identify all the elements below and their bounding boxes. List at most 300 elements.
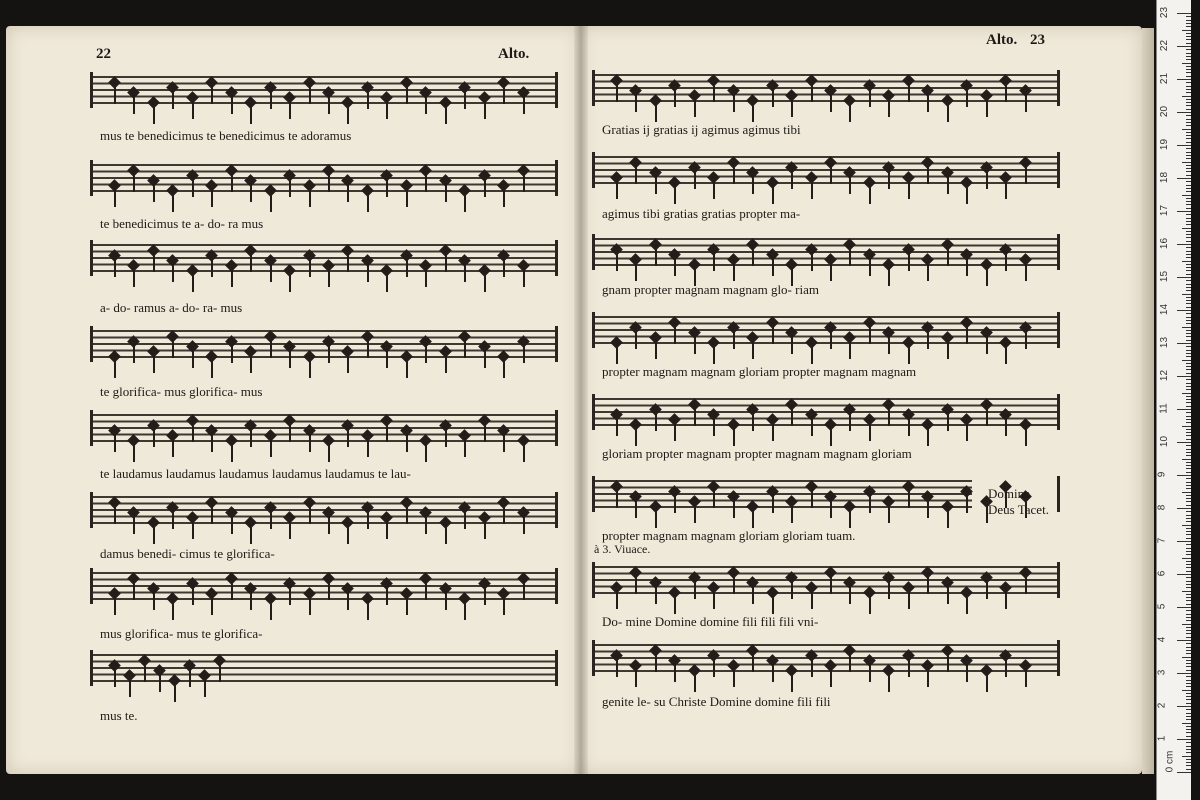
note-stem xyxy=(153,182,155,202)
note-stem xyxy=(445,524,447,544)
ruler-tick xyxy=(1186,752,1191,753)
note-stem xyxy=(270,262,272,282)
note-stem xyxy=(133,172,135,192)
note-stem xyxy=(811,251,813,271)
music-staff xyxy=(592,68,1060,108)
note-stem xyxy=(733,164,735,184)
note-stem xyxy=(192,272,194,292)
ruler-tick xyxy=(1186,66,1191,67)
ruler-tick xyxy=(1186,59,1191,60)
ruler-tick xyxy=(1186,132,1191,133)
ruler-tick xyxy=(1182,690,1191,691)
note-stem xyxy=(1025,426,1027,446)
ruler-tick xyxy=(1186,86,1191,87)
ruler-tick xyxy=(1186,762,1191,763)
ruler-tick xyxy=(1186,759,1191,760)
note-stem xyxy=(927,92,929,112)
note-stem xyxy=(849,508,851,528)
note-stem xyxy=(635,498,637,518)
ruler-tick xyxy=(1186,406,1191,407)
ruler-number: 21 xyxy=(1159,72,1171,85)
ruler-tick xyxy=(1186,72,1191,73)
note-stem xyxy=(1005,416,1007,436)
note-stem xyxy=(869,662,871,682)
ruler-number: 8 xyxy=(1156,504,1168,511)
note-stem xyxy=(791,672,793,692)
note-stem xyxy=(888,579,890,599)
note-stem xyxy=(309,595,311,615)
note-stem xyxy=(811,416,813,436)
note-stem xyxy=(133,267,135,287)
ruler-tick xyxy=(1186,396,1191,397)
ruler-tick xyxy=(1186,122,1191,123)
bar-line xyxy=(90,650,93,686)
ruler-tick xyxy=(1186,389,1191,390)
ruler-tick xyxy=(1186,231,1191,232)
note-stem xyxy=(189,667,191,687)
note-stem xyxy=(484,519,486,539)
ruler-tick xyxy=(1186,627,1191,628)
ruler-tick xyxy=(1186,561,1191,562)
note-stem xyxy=(966,421,968,441)
ruler-tick xyxy=(1182,492,1191,493)
ruler-tick xyxy=(1177,772,1191,773)
ruler-number: 16 xyxy=(1159,237,1171,250)
note-stem xyxy=(523,442,525,462)
ruler-tick xyxy=(1186,643,1191,644)
music-staff xyxy=(90,324,558,364)
ruler-tick xyxy=(1186,99,1191,100)
ruler-tick xyxy=(1182,261,1191,262)
note-stem xyxy=(367,437,369,457)
note-stem xyxy=(133,94,135,114)
note-stem xyxy=(367,262,369,282)
note-stem xyxy=(966,662,968,682)
ruler-tick xyxy=(1186,320,1191,321)
note-stem xyxy=(484,585,486,605)
ruler-tick xyxy=(1186,455,1191,456)
ruler-tick xyxy=(1186,594,1191,595)
note-stem xyxy=(425,343,427,363)
ruler-tick xyxy=(1186,383,1191,384)
ruler-tick xyxy=(1186,290,1191,291)
note-stem xyxy=(309,432,311,452)
ruler-tick xyxy=(1186,683,1191,684)
ruler-tick xyxy=(1186,709,1191,710)
ruler-tick xyxy=(1186,604,1191,605)
ruler-tick xyxy=(1186,696,1191,697)
ruler-tick xyxy=(1186,769,1191,770)
lyric-line: damus benedi- cimus te glorifica- xyxy=(100,546,275,561)
ruler-tick xyxy=(1182,327,1191,328)
note-stem xyxy=(250,590,252,610)
measurement-ruler xyxy=(1156,0,1191,800)
music-staff xyxy=(90,490,558,530)
note-stem xyxy=(328,442,330,462)
note-stem xyxy=(772,87,774,107)
note-stem xyxy=(655,102,657,122)
ruler-number: 1 xyxy=(1156,735,1168,742)
note-stem xyxy=(231,343,233,363)
note-stem xyxy=(1005,589,1007,609)
note-stem xyxy=(811,657,813,677)
note-stem xyxy=(211,504,213,524)
note-stem xyxy=(503,257,505,277)
bar-line xyxy=(592,640,595,676)
ruler-tick xyxy=(1186,587,1191,588)
note-stem xyxy=(114,432,116,452)
note-stem xyxy=(986,97,988,117)
ruler-tick xyxy=(1177,343,1191,344)
ruler-tick xyxy=(1186,663,1191,664)
note-stem xyxy=(289,272,291,292)
note-stem xyxy=(791,503,793,523)
note-stem xyxy=(1025,164,1027,184)
ruler-tick xyxy=(1186,336,1191,337)
note-stem xyxy=(192,519,194,539)
ruler-tick xyxy=(1177,706,1191,707)
ruler-tick xyxy=(1186,89,1191,90)
ruler-tick xyxy=(1186,736,1191,737)
note-stem xyxy=(328,267,330,287)
note-stem xyxy=(211,257,213,277)
note-stem xyxy=(733,92,735,112)
ruler-tick xyxy=(1186,280,1191,281)
music-staff xyxy=(592,392,1060,432)
ruler-tick xyxy=(1177,475,1191,476)
note-stem xyxy=(947,508,949,528)
ruler-tick xyxy=(1177,673,1191,674)
note-stem xyxy=(752,652,754,672)
note-stem xyxy=(133,514,135,534)
note-stem xyxy=(635,164,637,184)
bar-line xyxy=(1057,70,1060,106)
note-stem xyxy=(733,426,735,446)
ruler-tick xyxy=(1182,657,1191,658)
ruler-tick xyxy=(1186,713,1191,714)
bar-line xyxy=(592,312,595,348)
ruler-tick xyxy=(1186,518,1191,519)
note-stem xyxy=(425,580,427,600)
lyric-line: te laudamus laudamus laudamus laudamus laudamus te lau- xyxy=(100,466,411,481)
ruler-tick xyxy=(1186,699,1191,700)
ruler-tick xyxy=(1186,379,1191,380)
note-stem xyxy=(1005,179,1007,199)
ruler-tick xyxy=(1186,670,1191,671)
ruler-tick xyxy=(1186,297,1191,298)
note-stem xyxy=(172,600,174,620)
ruler-tick xyxy=(1182,525,1191,526)
note-stem xyxy=(133,442,135,462)
note-stem xyxy=(752,174,754,194)
ruler-tick xyxy=(1182,558,1191,559)
note-stem xyxy=(752,246,754,266)
ruler-number: 22 xyxy=(1159,39,1171,52)
note-stem xyxy=(347,104,349,124)
note-stem xyxy=(908,589,910,609)
bar-line xyxy=(592,476,595,512)
ruler-number: 3 xyxy=(1156,669,1168,676)
ruler-number: 13 xyxy=(1159,336,1171,349)
bar-line xyxy=(1057,562,1060,598)
ruler-tick xyxy=(1186,435,1191,436)
ruler-tick xyxy=(1186,366,1191,367)
ruler-tick xyxy=(1177,112,1191,113)
ruler-tick xyxy=(1186,726,1191,727)
ruler-tick xyxy=(1186,214,1191,215)
note-stem xyxy=(192,585,194,605)
note-stem xyxy=(309,257,311,277)
note-stem xyxy=(908,251,910,271)
ruler-tick xyxy=(1186,158,1191,159)
note-stem xyxy=(733,498,735,518)
ruler-tick xyxy=(1186,307,1191,308)
ruler-tick xyxy=(1186,729,1191,730)
bar-line xyxy=(592,562,595,598)
side-note-line1: Domine xyxy=(988,486,1030,501)
note-stem xyxy=(289,585,291,605)
ruler-tick xyxy=(1177,244,1191,245)
note-stem xyxy=(464,600,466,620)
ruler-tick xyxy=(1186,270,1191,271)
lyric-line: Do- mine Domine domine fili fili fili vni- xyxy=(602,614,819,629)
note-stem xyxy=(386,99,388,119)
ruler-tick xyxy=(1186,548,1191,549)
ruler-tick xyxy=(1186,419,1191,420)
ruler-tick xyxy=(1186,498,1191,499)
note-stem xyxy=(888,266,890,286)
note-stem xyxy=(986,406,988,426)
ruler-tick xyxy=(1186,402,1191,403)
ruler-tick xyxy=(1186,577,1191,578)
note-stem xyxy=(425,442,427,462)
note-stem xyxy=(172,262,174,282)
ruler-tick xyxy=(1186,53,1191,54)
note-stem xyxy=(830,667,832,687)
ruler-tick xyxy=(1186,531,1191,532)
ruler-tick xyxy=(1186,330,1191,331)
note-stem xyxy=(655,339,657,359)
note-stem xyxy=(328,94,330,114)
ruler-tick xyxy=(1182,624,1191,625)
note-stem xyxy=(655,411,657,431)
ruler-number: 17 xyxy=(1159,204,1171,217)
note-stem xyxy=(1025,574,1027,594)
ruler-tick xyxy=(1186,482,1191,483)
note-stem xyxy=(830,164,832,184)
note-stem xyxy=(927,667,929,687)
ruler-tick xyxy=(1186,449,1191,450)
note-stem xyxy=(616,416,618,436)
note-stem xyxy=(694,503,696,523)
ruler-tick xyxy=(1186,237,1191,238)
ruler-tick xyxy=(1186,630,1191,631)
bar-line xyxy=(1057,234,1060,270)
ruler-tick xyxy=(1186,350,1191,351)
note-stem xyxy=(869,421,871,441)
ruler-tick xyxy=(1186,363,1191,364)
note-stem xyxy=(616,657,618,677)
ruler-tick xyxy=(1186,43,1191,44)
ruler-tick xyxy=(1182,459,1191,460)
note-stem xyxy=(464,338,466,358)
ruler-tick xyxy=(1186,69,1191,70)
ruler-tick xyxy=(1186,92,1191,93)
ruler-number: 6 xyxy=(1156,570,1168,577)
note-stem xyxy=(635,426,637,446)
ruler-tick xyxy=(1186,564,1191,565)
note-stem xyxy=(616,251,618,271)
ruler-tick xyxy=(1186,155,1191,156)
note-stem xyxy=(445,590,447,610)
note-stem xyxy=(445,427,447,447)
note-stem xyxy=(674,421,676,441)
note-stem xyxy=(694,406,696,426)
note-stem xyxy=(674,87,676,107)
ruler-tick xyxy=(1177,640,1191,641)
note-stem xyxy=(713,251,715,271)
ruler-tick xyxy=(1186,56,1191,57)
ruler-tick xyxy=(1186,39,1191,40)
ruler-tick xyxy=(1186,16,1191,17)
lyric-line: gnam propter magnam magnam glo- riam xyxy=(602,282,819,297)
music-staff xyxy=(592,232,1060,272)
note-stem xyxy=(713,488,715,508)
ruler-number: 20 xyxy=(1159,105,1171,118)
side-note-line2: Deus Tacet. xyxy=(988,502,1049,517)
ruler-tick xyxy=(1186,511,1191,512)
ruler-tick xyxy=(1186,633,1191,634)
ruler-tick xyxy=(1186,485,1191,486)
note-stem xyxy=(791,579,793,599)
ruler-number: 11 xyxy=(1158,403,1170,414)
ruler-tick xyxy=(1186,742,1191,743)
ruler-tick xyxy=(1186,716,1191,717)
ruler-tick xyxy=(1186,340,1191,341)
note-stem xyxy=(129,677,131,697)
note-stem xyxy=(869,256,871,276)
note-stem xyxy=(966,594,968,614)
note-stem xyxy=(694,334,696,354)
ruler-tick xyxy=(1186,168,1191,169)
ruler-tick xyxy=(1186,749,1191,750)
note-stem xyxy=(713,82,715,102)
note-stem xyxy=(713,179,715,199)
note-stem xyxy=(888,503,890,523)
lyric-line: genite le- su Christe Domine domine fili fili xyxy=(602,694,831,709)
note-stem xyxy=(484,99,486,119)
ruler-tick xyxy=(1186,201,1191,202)
note-stem xyxy=(927,261,929,281)
ruler-tick xyxy=(1186,264,1191,265)
note-stem xyxy=(250,353,252,373)
note-stem xyxy=(523,267,525,287)
note-stem xyxy=(406,432,408,452)
note-stem xyxy=(503,84,505,104)
note-stem xyxy=(694,97,696,117)
note-stem xyxy=(849,652,851,672)
ruler-tick xyxy=(1186,119,1191,120)
note-stem xyxy=(425,267,427,287)
ruler-tick xyxy=(1186,254,1191,255)
ruler-tick xyxy=(1182,129,1191,130)
ruler-tick xyxy=(1182,426,1191,427)
ruler-tick xyxy=(1177,541,1191,542)
ruler-tick xyxy=(1186,234,1191,235)
ruler-tick xyxy=(1186,109,1191,110)
ruler-tick xyxy=(1186,218,1191,219)
note-stem xyxy=(406,504,408,524)
note-stem xyxy=(791,406,793,426)
ruler-tick xyxy=(1186,551,1191,552)
ruler-number: 19 xyxy=(1159,138,1171,151)
note-stem xyxy=(966,184,968,204)
note-stem xyxy=(270,600,272,620)
bar-line xyxy=(592,394,595,430)
ruler-tick xyxy=(1186,188,1191,189)
ruler-tick xyxy=(1186,719,1191,720)
note-stem xyxy=(114,187,116,207)
note-stem xyxy=(908,488,910,508)
note-stem xyxy=(289,177,291,197)
note-stem xyxy=(328,514,330,534)
note-stem xyxy=(674,493,676,513)
note-stem xyxy=(986,169,988,189)
note-stem xyxy=(947,246,949,266)
ruler-tick xyxy=(1186,303,1191,304)
bar-line xyxy=(1057,312,1060,348)
ruler-tick xyxy=(1186,356,1191,357)
note-stem xyxy=(635,667,637,687)
note-stem xyxy=(144,662,146,682)
ruler-tick xyxy=(1186,208,1191,209)
note-stem xyxy=(464,509,466,529)
ruler-tick xyxy=(1182,756,1191,757)
ruler-tick xyxy=(1186,148,1191,149)
note-stem xyxy=(172,338,174,358)
ruler-tick xyxy=(1186,23,1191,24)
note-stem xyxy=(1005,251,1007,271)
ruler-tick xyxy=(1186,175,1191,176)
ruler-tick xyxy=(1186,571,1191,572)
note-stem xyxy=(503,187,505,207)
note-stem xyxy=(713,589,715,609)
note-stem xyxy=(986,334,988,354)
note-stem xyxy=(635,574,637,594)
note-stem xyxy=(869,594,871,614)
note-stem xyxy=(172,192,174,212)
bar-line xyxy=(1057,476,1060,512)
note-stem xyxy=(328,343,330,363)
ruler-tick xyxy=(1186,488,1191,489)
music-staff xyxy=(90,408,558,448)
note-stem xyxy=(153,104,155,124)
ruler-tick xyxy=(1186,462,1191,463)
ruler-tick xyxy=(1186,597,1191,598)
ruler-tick xyxy=(1186,610,1191,611)
note-stem xyxy=(347,524,349,544)
ruler-tick xyxy=(1177,607,1191,608)
ruler-tick xyxy=(1186,746,1191,747)
note-stem xyxy=(655,246,657,266)
tempo-marking: à 3. Viuace. xyxy=(594,542,651,556)
ruler-tick xyxy=(1186,224,1191,225)
note-stem xyxy=(328,580,330,600)
note-stem xyxy=(153,427,155,447)
bar-line xyxy=(90,492,93,528)
ruler-tick xyxy=(1182,162,1191,163)
note-stem xyxy=(772,324,774,344)
